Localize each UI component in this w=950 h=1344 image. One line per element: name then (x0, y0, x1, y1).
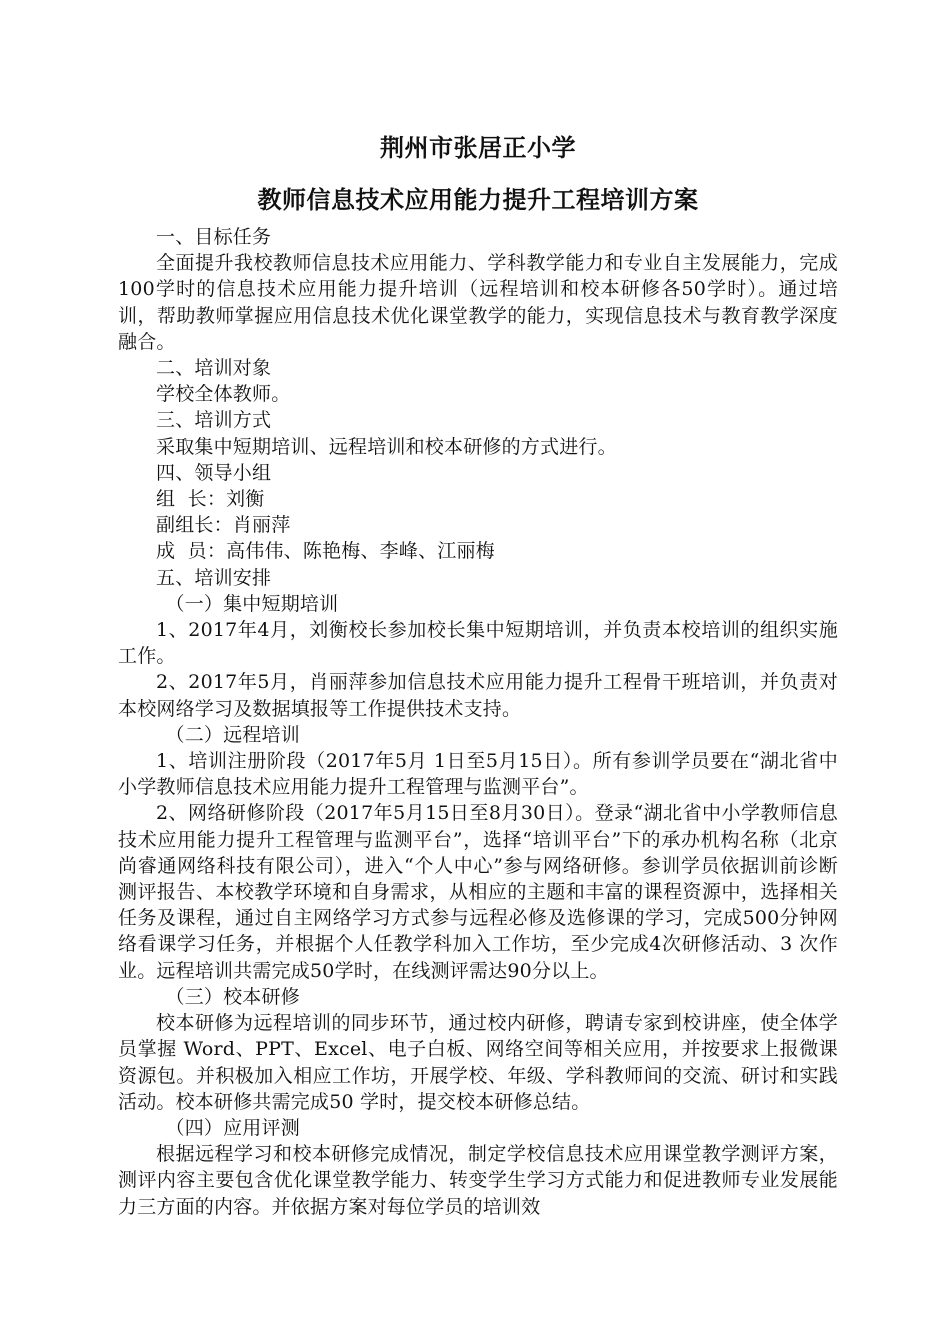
school-title: 荆州市张居正小学 (380, 134, 576, 162)
body-paragraph: 全面提升我校教师信息技术应用能力、学科教学能力和专业自主发展能力，完成100学时的信息技术应用能力提升培训（远程培训和校本研修各50学时）。通过培训，帮助教师掌握应用信息技术优化课堂教学的能力，实现信息技术与教育教学深度融合。 (118, 252, 838, 353)
section-heading: 四、领导小组 (156, 461, 272, 484)
plan-title: 教师信息技术应用能力提升工程培训方案 (257, 186, 699, 214)
deputy-leader-line: 副组长：肖丽萍 (156, 514, 291, 537)
document-body (118, 224, 838, 1220)
body-paragraph: 校本研修为远程培训的同步环节，通过校内研修，聘请专家到校讲座，使全体学员掌握 Word、PPT、Excel、电子白板、网络空间等相关应用，并按要求上报微课资源包。并积极加入相应工作坊，开展学校、年级、学科教师间的交流、研讨和实践活动。校本研修共需完成50 学时，提交校本研修总结。 (118, 1012, 838, 1113)
body-paragraph: 1、培训注册阶段（2017年5月 1日至5月15日）。所有参训学员要在“湖北省中小学教师信息技术应用能力提升工程管理与监测平台”。 (118, 750, 838, 799)
leader-line: 组 长：刘衡 (156, 488, 265, 511)
body-paragraph: 2、网络研修阶段（2017年5月15日至8月30日）。登录“湖北省中小学教师信息技术应用能力提升工程管理与监测平台”，选择“培训平台”下的承办机构名称（北京尚睿通网络科技有限公司），进入“个人中心”参与网络研修。参训学员依据训前诊断测评报告、本校教学环境和自身需求，从相应的主题和丰富的课程资源中，选择相关任务及课程，通过自主网络学习方式参与远程必修及选修课的学习，完成500分钟网络看课学习任务，并根据个人任教学科加入工作坊，至少完成4次研修活动、3 次作业。远程培训共需完成50学时，在线测评需达90分以上。 (118, 802, 838, 982)
subsection-heading: （四）应用评测 (165, 1116, 300, 1139)
body-paragraph: 1、2017年4月，刘衡校长参加校长集中短期培训，并负责本校培训的组织实施工作。 (118, 619, 838, 668)
body-paragraph: 2、2017年5月，肖丽萍参加信息技术应用能力提升工程骨干班培训，并负责对本校网络学习及数据填报等工作提供技术支持。 (118, 671, 838, 720)
section-heading: 二、培训对象 (156, 357, 272, 380)
body-paragraph: 根据远程学习和校本研修完成情况，制定学校信息技术应用课堂教学测评方案，测评内容主要包含优化课堂教学能力、转变学生学习方式能力和促进教师专业发展能力三方面的内容。并依据方案对每位学员的培训效 (118, 1143, 838, 1218)
body-paragraph: 采取集中短期培训、远程培训和校本研修的方式进行。 (156, 435, 617, 458)
section-heading: 一、目标任务 (156, 226, 272, 248)
subsection-heading: （三）校本研修 (165, 985, 300, 1008)
body-paragraph: 学校全体教师。 (156, 383, 291, 406)
section-heading: 五、培训安排 (156, 566, 272, 589)
subsection-heading: （二）远程培训 (165, 723, 300, 746)
section-heading: 三、培训方式 (156, 409, 272, 432)
subsection-heading: （一）集中短期培训 (165, 592, 339, 615)
members-line: 成 员：高伟伟、陈艳梅、李峰、江丽梅 (156, 540, 495, 563)
document-page (118, 132, 838, 1220)
